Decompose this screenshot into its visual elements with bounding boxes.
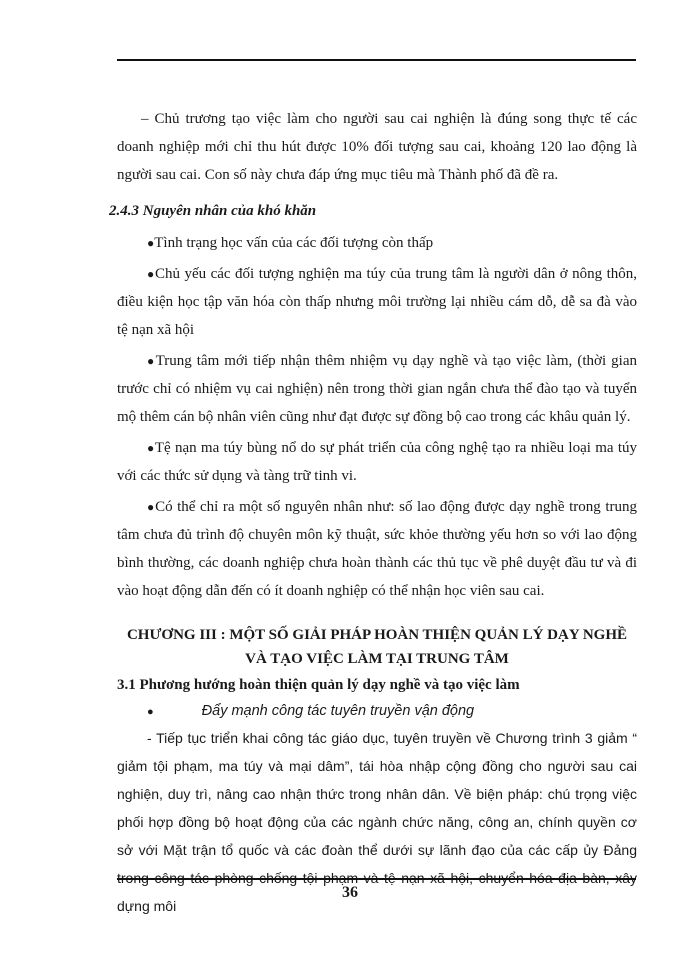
bullet-text: Chủ yếu các đối tượng nghiện ma túy của trung tâm là người dân ở nông thôn, điều kiện học tập văn hóa còn thấp nhưng môi trường lại nhiều cám dỗ, dễ sa đà vào tệ nạn xã hội <box>117 266 638 338</box>
bullet-item <box>117 434 637 490</box>
italic-bullet-text: Đẩy mạnh công tác tuyên truyền vận động <box>201 703 475 719</box>
bullet-icon: ● <box>147 236 155 250</box>
section-heading-3-1: 3.1 Phương hướng hoàn thiện quản lý dạy nghề và tạo việc làm <box>117 677 520 693</box>
bullet-icon: ● <box>147 500 156 514</box>
chapter-title-line-2: VÀ TẠO VIỆC LÀM TẠI TRUNG TÂM <box>245 651 509 667</box>
italic-bullet-item <box>117 699 637 724</box>
section-heading-2-4-3: 2.4.3 Nguyên nhân của khó khăn <box>109 203 317 219</box>
bullet-icon: ● <box>147 354 156 368</box>
chapter-title <box>117 623 637 671</box>
page-number: 36 <box>342 884 358 901</box>
intro-paragraph: – Chủ trương tạo việc làm cho người sau cai nghiện là đúng song thực tế các doanh nghiệp mới chỉ thu hút được 10% đối tượng sau cai, khoảng 120 lao động là người sau cai. Con số này chưa đáp ứng mục tiêu mà Thành phố đã đề ra. <box>117 111 637 183</box>
bullet-item <box>117 229 637 257</box>
bullet-text: Có thể chỉ ra một số nguyên nhân như: số lao động được dạy nghề trong trung tâm chưa đủ trình độ chuyên môn kỹ thuật, sức khỏe thường yếu hơn so với lao động bình thường, các doanh nghiệp chưa hoàn thành các thủ tục về phê duyệt đầu tư và đi vào hoạt động dẫn đến có ít doanh nghiệp có thể nhận học viên sau cai. <box>117 499 638 599</box>
bullet-icon: ● <box>147 441 155 455</box>
bullet-text: Trung tâm mới tiếp nhận thêm nhiệm vụ dạy nghề và tạo việc làm, (thời gian trước chỉ có nhiệm vụ cai nghiện) nên trong thời gian ngắn chưa thể đào tạo và tuyển mộ thêm cán bộ nhân viên cũng như đạt được sự đồng bộ cao trong các khâu quản lý. <box>117 353 638 425</box>
page-body <box>109 105 638 920</box>
bullet-icon: ● <box>147 267 155 281</box>
chapter-paragraph: - Tiếp tục triển khai công tác giáo dục, tuyên truyền về Chương trình 3 giảm “ giảm tội phạm, ma túy và mại dâm”, tái hòa nhập cộng đồng cho người sau cai nghiện, duy trì, nâng cao nhận thức trong nhân dân. Về biện pháp: chú trọng việc phối hợp đồng bộ hoạt động của các ngành chức năng, công an, chính quyền cơ sở với Mặt trận tổ quốc và các đoàn thể dưới sự lãnh đạo của các cấp ủy Đảng trong công tác phòng chống tội phạm và tệ nạn xã hội, chuyển hóa địa bàn, xây dựng môi <box>117 730 637 914</box>
footer-rule <box>117 878 636 880</box>
chapter-title-line-1: CHƯƠNG III : MỘT SỐ GIẢI PHÁP HOÀN THIỆN QUẢN LÝ DẠY NGHỀ <box>126 627 628 643</box>
bullet-item <box>117 493 637 605</box>
bullet-text: Tình trạng học vấn của các đối tượng còn thấp <box>154 235 434 251</box>
bullet-item <box>117 347 637 431</box>
bullet-icon: ● <box>147 706 154 718</box>
bullet-text: Tệ nạn ma túy bùng nổ do sự phát triển của công nghệ tạo ra nhiều loại ma túy với các thức sử dụng và tàng trữ tinh vi. <box>117 440 638 484</box>
header-rule <box>117 59 636 61</box>
bullet-item <box>117 260 637 344</box>
